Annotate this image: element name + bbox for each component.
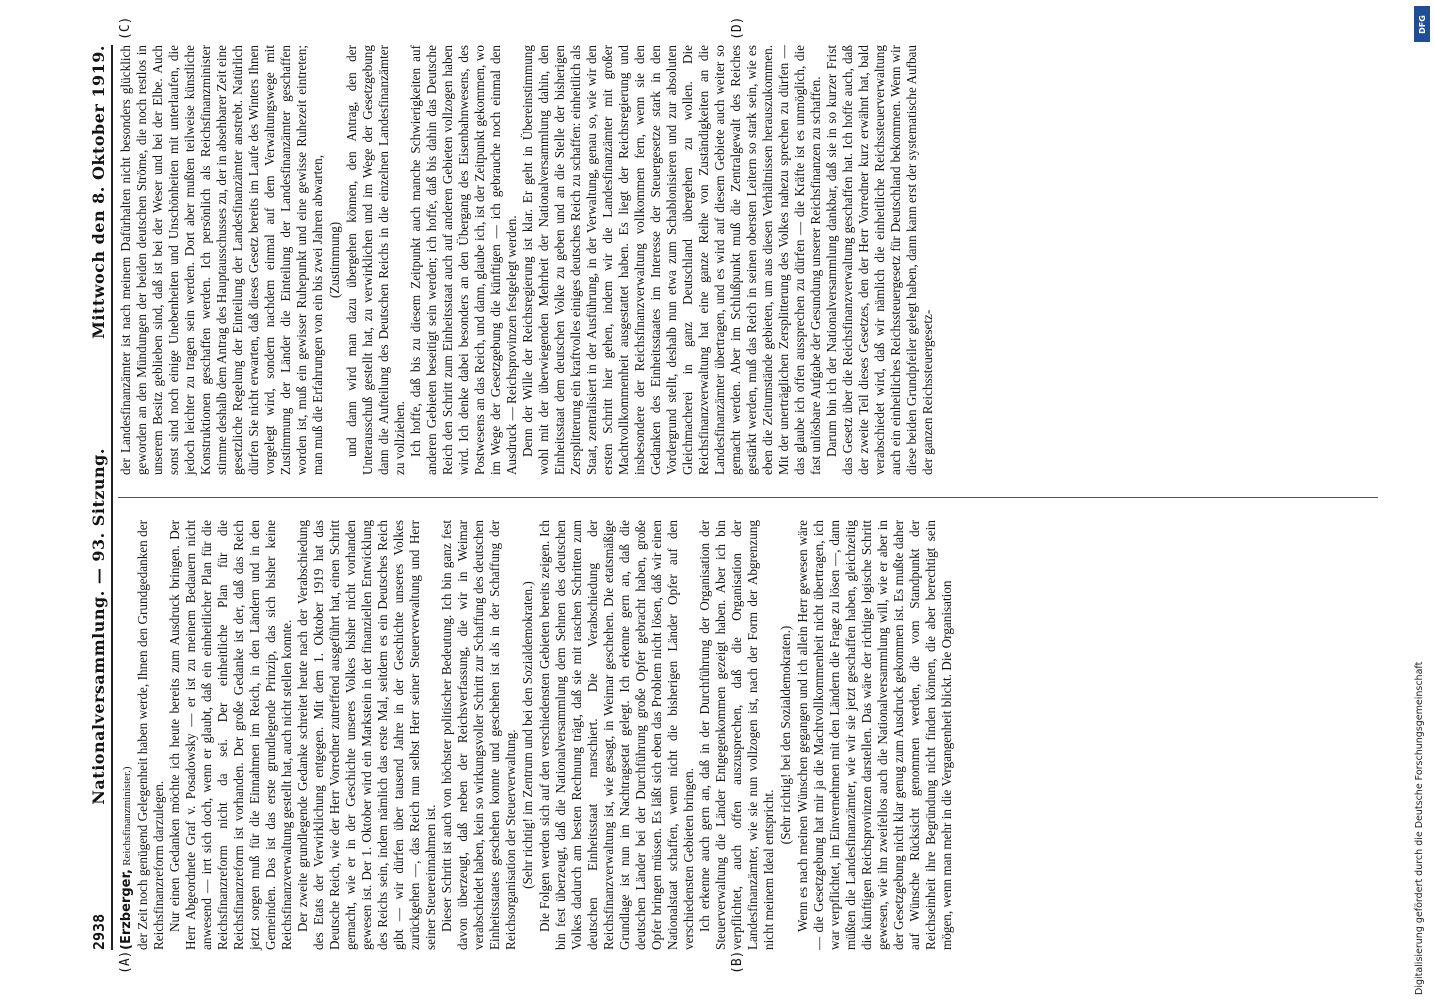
paragraph: Ich hoffe, daß bis zu diesem Zeitpunkt auch manche Schwierigkeiten auf anderen Gebieten beseitigt sein werden; ich hoffe, daß bis dahin das Deutsche Reich den Schritt zum Einheitsstaat auch auf anderen Gebieten vollzogen haben wird. Ich denke dabei besonders an den Übergang des Eisenbahnwesens, des Postwesens an das Reich, und dann, glaube ich, ist der Zeitpunkt gekommen, wo im Wege der Gesetzgebung die künftigen — ich gebrauche noch einmal den Ausdruck — Reichsprovinzen festgelegt werden.: [408, 45, 519, 475]
paragraph: und dann wird man dazu übergehen können, den Antrag, den der Unterausschuß gestellt hat, zu verwirklichen und im Wege der Gesetzgebung dann die Aufteilung des Deutschen Reichs in die einzelnen Landesfinanzämter zu vollziehen.: [344, 45, 407, 475]
applause-note: (Sehr richtig! bei den Sozialdemokraten.): [778, 625, 793, 845]
page-number: 2938: [90, 913, 108, 950]
applause-note: (Sehr richtig! im Zentrum und bei den Sozialdemokraten.): [520, 581, 535, 889]
right-column: [118, 45, 936, 475]
paragraph: der Landesfinanzämter ist nach meinem Dafürhalten nicht besonders glücklich geworden an den Mündungen der beiden deutschen Ströme, die noch restlos in unserem Besitz geblieben sind, daß ist bei der Weser und bei der Elbe. Auch sonst sind noch einige Unebenheiten und Unschönheiten mit unterlaufen, die jedoch leichter zu tragen sein werden. Dort aber mußten teilweise künstliche Konstruktionen geschaffen werden. Ich persönlich als Reichsfinanzminister stimme deshalb dem Antrag des Hauptausschusses zu, der in absehbarer Zeit eine gesetzliche Regelung der Einteilung der Landesfinanzämter anstrebt. Natürlich dürfen Sie nicht erwarten, daß dieses Gesetz bereits im Laufe des Winters Ihnen vorgelegt wird, sondern nachdem einmal auf dem Verwaltungswege mit Zustimmung der Länder die Einteilung der Landesfinanzämter geschaffen worden ist, muß ein gewisser Ruhepunkt und eine gewisse Ruhezeit eintreten; man muß die Erfahrungen von ein bis zwei Jahren abwarten,: [118, 45, 325, 475]
paragraph: der Zeit noch genügend Gelegenheit haben werde, Ihnen den Grundgedanken der Reichsfinanzreform darzulegen.: [135, 520, 166, 950]
margin-marker-b: (B): [730, 950, 745, 974]
paragraph: Dieser Schritt ist auch von höchster politischer Bedeutung. Ich bin ganz fest davon überzeugt, daß neben der Reichsverfassung, die wir in Weimar verabschiedet haben, kein so wirkungsvoller Schritt zur Schaffung des deutschen Einheitsstaates geschehen konnte und geschehen ist als in der Schaffung der Reichsorganisation der Steuerverwaltung.: [439, 520, 518, 950]
left-column: [118, 520, 955, 950]
margin-marker-c: (C): [118, 16, 133, 40]
dfg-logo-text: DFG: [1417, 14, 1427, 34]
paragraph: Die Folgen werden sich auf den verschiedensten Gebieten bereits zeigen. Ich bin fest überzeugt, daß die Nationalversammlung dem Sehnen des deutschen Volkes dadurch am besten Rechnung trägt, daß sie mit raschen Schritten zum deutschen Einheitsstaat marschiert. Die Verabschiedung der Reichsfinanzverwaltung ist, wie gesagt, in Weimar geschehen. Die etatsmäßige Grundlage ist nun im Nachtragsetat gelegt. Ich erkenne gern an, daß die deutschen Länder bei der Durchführung große Opfer gebracht haben, große Opfer bringen müssen. Es läßt sich eben das Problem nicht lösen, daß wir einen Nationalstaat schaffen, wenn nicht die bisherigen Länder Opfer auf den verschiedensten Gebieten bringen.: [537, 520, 696, 950]
document-page: [40, 16, 1420, 980]
paragraph: Nur einen Gedanken möchte ich heute bereits zum Ausdruck bringen. Der Herr Abgeordnete Graf v. Posadowsky — er ist zu meinem Bedauern nicht anwesend — irrt sich doch, wenn er glaubt, daß ein einheitlicher Plan für die Reichsfinanzreform nicht da sei. Der einheitliche Plan für die Reichsfinanzreform ist vorhanden. Der große Gedanke ist der, daß das Reich jetzt sorgen muß für die Einnahmen im Reich, in den Ländern und in den Gemeinden. Das ist das erste grundlegende Prinzip, das sich bisher keine Reichsfinanzverwaltung gestellt hat, auch nicht stellen konnte.: [167, 520, 294, 950]
dfg-logo: [1414, 6, 1430, 42]
header-left-title: Nationalversammlung. — 93. Sitzung.: [89, 448, 108, 805]
margin-marker-a: (A): [118, 950, 133, 974]
applause-note: (Zustimmung): [327, 221, 342, 299]
header-right-title: Mittwoch den 8. Oktober 1919.: [89, 45, 108, 339]
margin-marker-d: (D): [730, 16, 745, 40]
digitization-note: Digitalisierung gefördert durch die Deutsche Forschungsgemeinschaft: [1414, 661, 1425, 995]
paragraph: Ich erkenne auch gern an, daß in der Durchführung der Organisation der Steuerverwaltung die Länder Entgegenkommen gezeigt haben. Aber ich bin verpflichtet, auch offen auszusprechen, daß die Organisation der Landesfinanzämter, wie sie nun vollzogen ist, nach der Form der Abgrenzung nicht meinem Ideal entspricht.: [697, 520, 776, 950]
speaker-line: [118, 520, 135, 950]
speaker-name: (Erzberger,: [119, 869, 134, 950]
paragraph: Der zweite grundlegende Gedanke schreitet heute nach der Verabschiedung des Etats der Verwirklichung entgegen. Mit dem 1. Oktober 1919 hat das Deutsche Reich, wie der Herr Vorredner zutreffend ausgeführt hat, einen Schritt gemacht, wie er in der Geschichte unseres Volkes bisher nicht vorhanden gewesen ist. Der 1. Oktober wird ein Markstein in der finanziellen Entwicklung des Reichs sein, indem nämlich das erste Mal, seitdem es ein Deutsches Reich gibt — wir dürfen über tausend Jahre in der Geschichte unseres Volkes zurückgehen —, das Reich nun selbst Herr seiner Steuerverwaltung und Herr seiner Steuereinnahmen ist.: [295, 520, 438, 950]
column-divider: [118, 497, 1378, 498]
paragraph: Denn der Wille der Reichsregierung ist klar. Er geht in Übereinstimmung wohl mit der überwiegenden Mehrheit der Nationalversammlung dahin, den Einheitsstaat dem deutschen Volke zu geben und an die Stelle der bisherigen Zersplitterung ein kraftvolles einiges deutsches Reich zu schaffen: einheitlich als Staat, zentralisiert in der Ausführung, in der Verwaltung, genau so, wie wir den ersten Schritt hier gehen, indem wir die Landesfinanzämter mit großer Machtvollkommenheit ausgestattet haben. Es liegt der Reichsregierung und insbesondere der Reichsfinanzverwaltung vollkommen fern, wenn sie den Gedanken des Einheitsstaates im Interesse der Steuergesetze stark in den Vordergrund stellt, deshalb nun etwa zum Schablonisieren und zur absoluten Gleichmacherei in ganz Deutschland übergehen zu wollen. Die Reichsfinanzverwaltung hat eine ganze Reihe von Zuständigkeiten an die Landesfinanzämter übertragen, und es wird auf diesem Gebiete auch weiter so gemacht werden. Aber im Schlußpunkt muß die Zentralgewalt des Reiches gestärkt werden, muß das Reich in seinen obersten Leitern so stark sein, wie es eben die Zeitumstände gebieten, um aus diesen Verhältnissen herauszukommen. Mit der unerträglichen Zersplitterung des Volkes nahezu sprechen zu dürfen — das glaube ich offen aussprechen zu dürfen — die Kräfte ist es unmöglich, die fast unlösbare Aufgabe der Gesundung unserer Reichsfinanzen zu schaffen.: [520, 45, 823, 475]
speaker-role: Reichsfinanzminister.): [121, 766, 133, 866]
digitization-sidebar: [1410, 0, 1434, 1000]
page-header: [62, 45, 113, 950]
paragraph: Wenn es nach meinen Wünschen gegangen und ich allein Herr gewesen wäre — die Gesetzgebung hat mir ja die Machtvollkommenheit nicht übertragen, ich war verpflichtet, im Einvernehmen mit den Ländern die Frage zu lösen —, dann müßten die Landesfinanzämter, wie wir sie jetzt geschaffen haben, gleichzeitig die künftigen Reichsprovinzen darstellen. Das wäre der richtige logische Schritt gewesen, wie ihn zweifellos auch die Nationalversammlung will, wie er aber in der Gesetzgebung nicht klar genug zum Ausdruck gekommen ist. Es mußte daher auf Wünsche Rücksicht genommen werden, die vom Standpunkt der Reichseinheit ihre Begründung nicht finden können, die aber berechtigt sein mögen, wenn man mehr in die Vergangenheit blickt. Die Organisation: [795, 520, 954, 950]
paragraph: Darum bin ich der Nationalversammlung dankbar, daß sie in so kurzer Frist das Gesetz über die Reichsfinanzverwaltung geschaffen hat. Ich hoffe auch, daß der zweite Teil dieses Gesetzes, den der Herr Vorredner kurz erwähnt hat, bald verabschiedet wird, daß wir nämlich die einheitliche Reichssteuerverwaltung auch ein einheitliches Reichssteuergesetz für Deutschland bekommen. Wenn wir diese beiden Grundpfeiler gelegt haben, dann kann erst der systematische Aufbau der ganzen Reichssteuergesetz-: [824, 45, 935, 475]
